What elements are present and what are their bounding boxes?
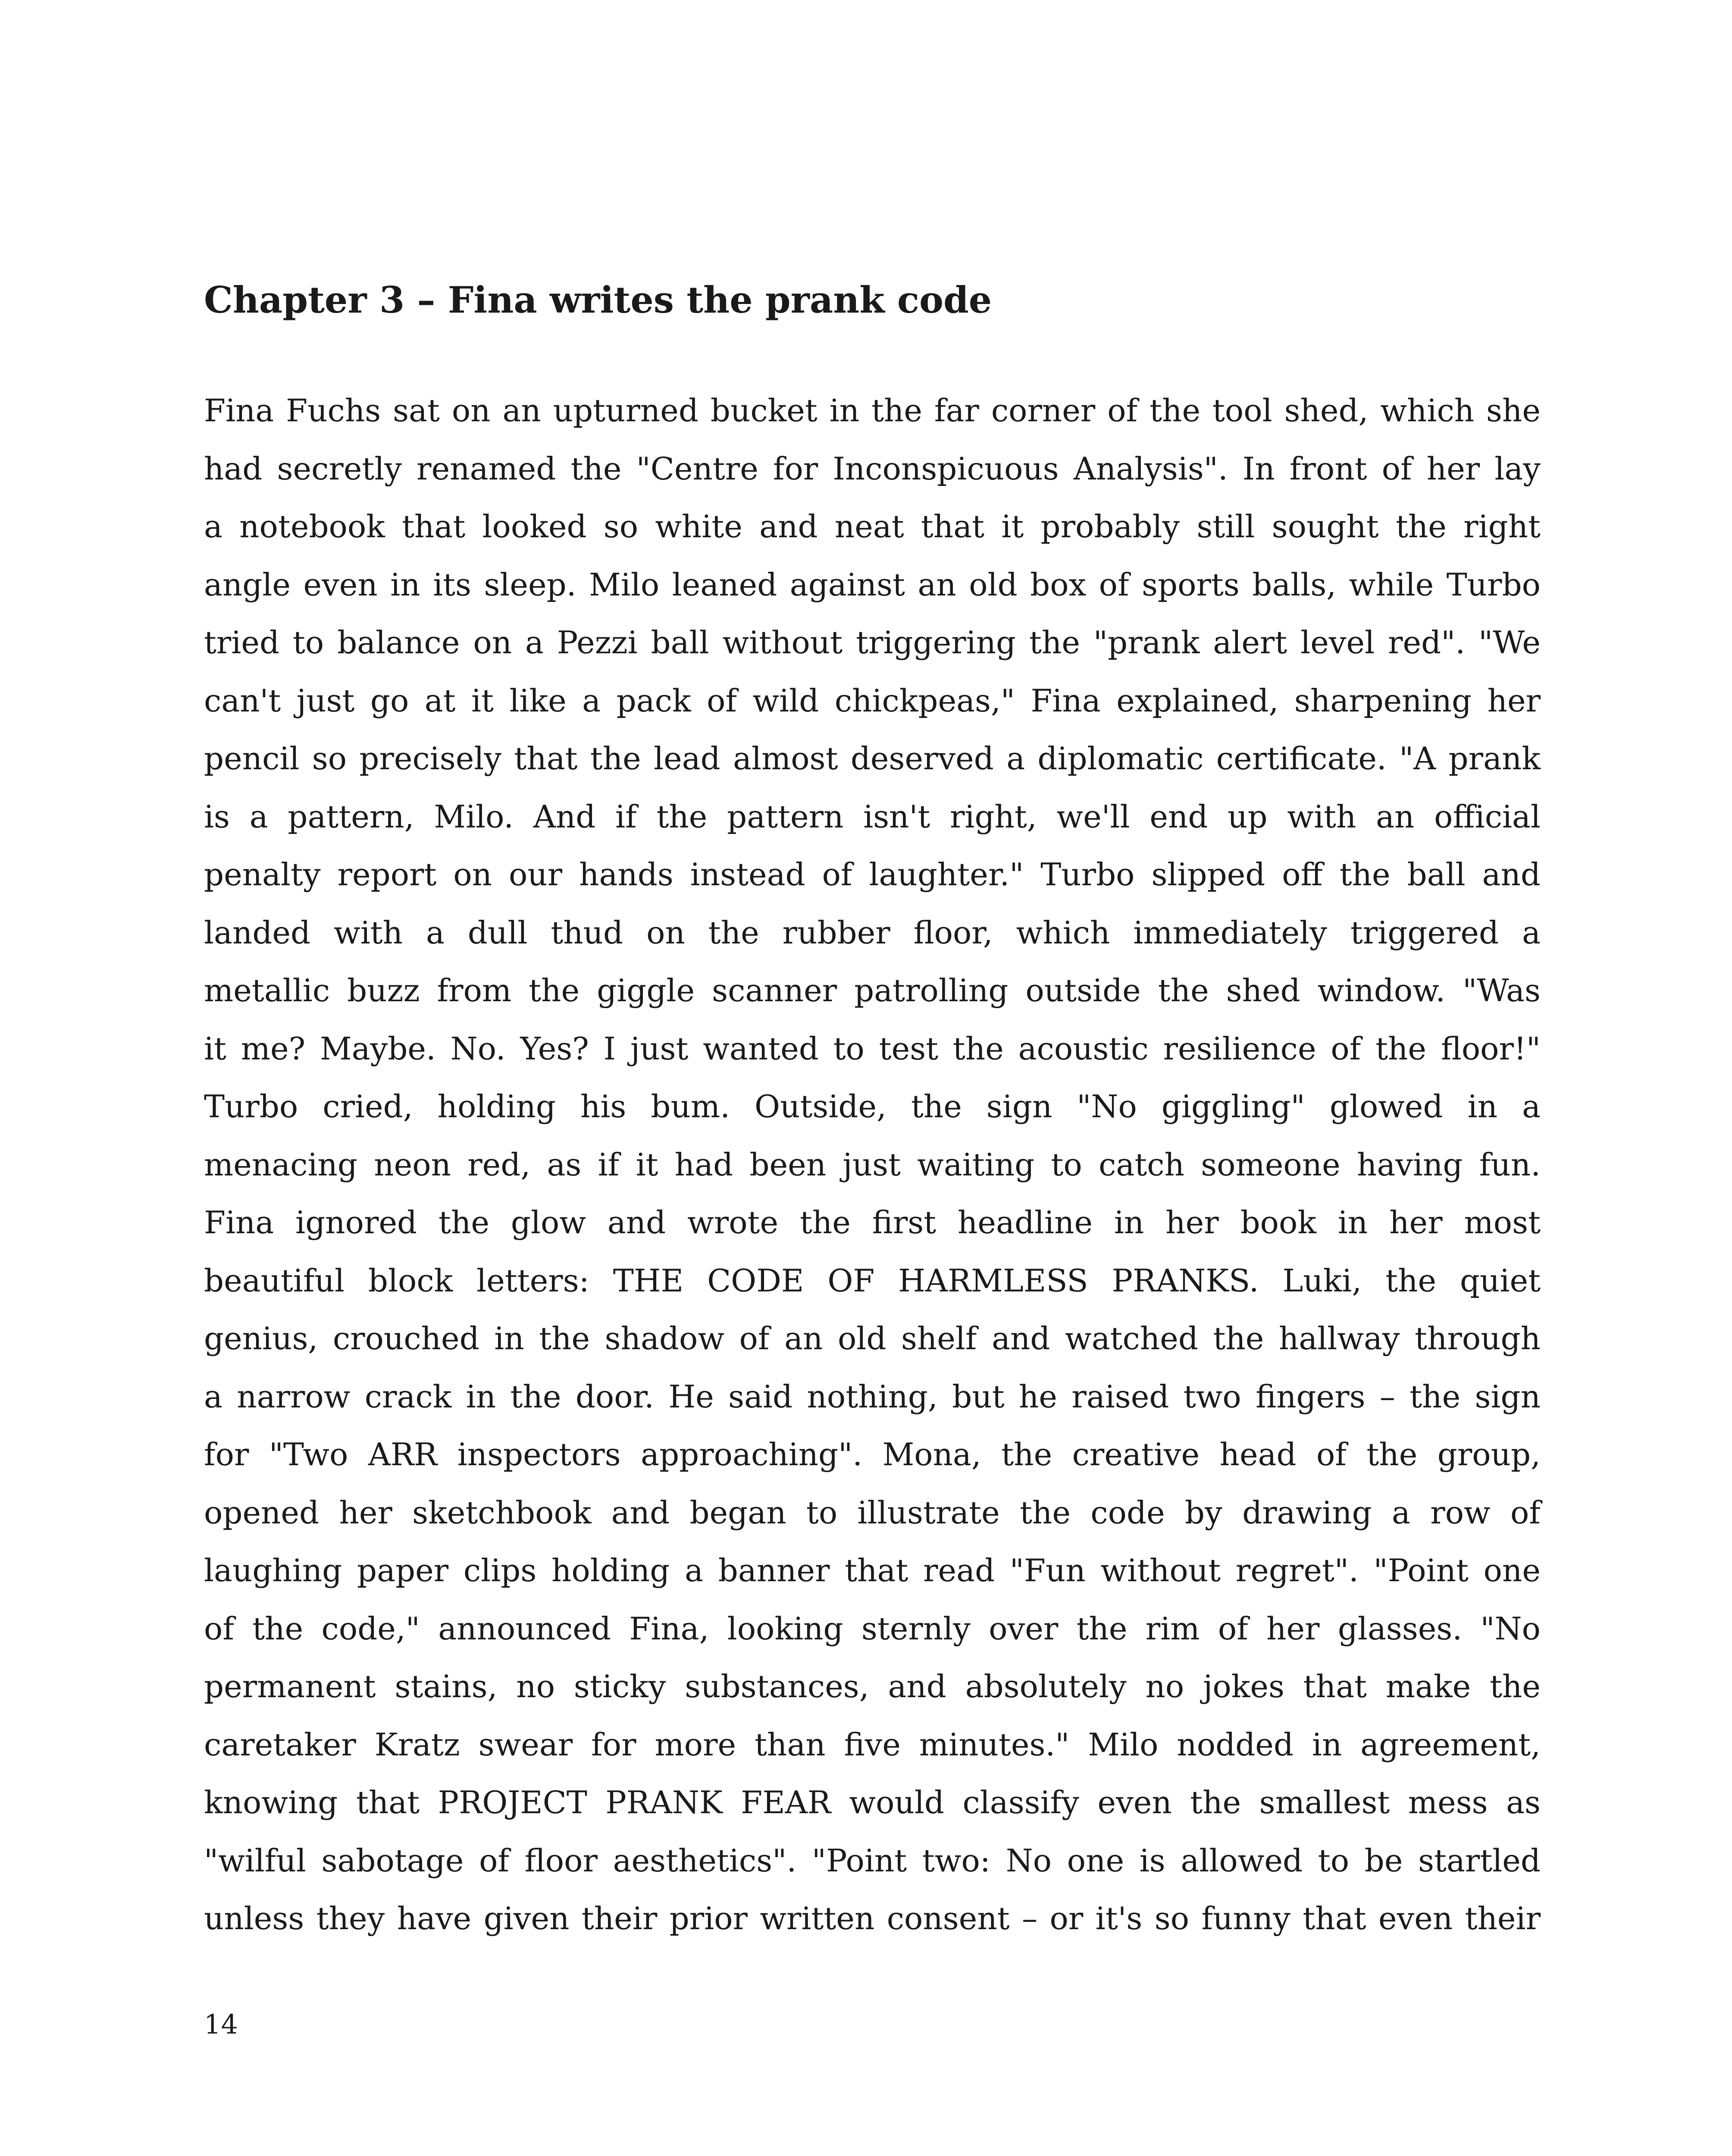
paragraph-line: pencil so precisely that the lead almost deserved a diplomatic certificate. "A prank [204,740,1541,777]
paragraph-line: Fina Fuchs sat on an upturned bucket in the far corner of the tool shed, which she [204,392,1541,429]
paragraph-line: metallic buzz from the giggle scanner patrolling outside the shed window. "Was [204,972,1541,1009]
paragraph-line: a narrow crack in the door. He said nothing, but he raised two fingers – the sign [204,1378,1541,1415]
paragraph-line: opened her sketchbook and began to illustrate the code by drawing a row of [204,1494,1541,1531]
paragraph-line: Turbo cried, holding his bum. Outside, the sign "No giggling" glowed in a [204,1088,1541,1125]
paragraph-line: landed with a dull thud on the rubber floor, which immediately triggered a [204,914,1541,951]
paragraph-line: knowing that PROJECT PRANK FEAR would classify even the smallest mess as [204,1784,1541,1821]
paragraph-line: had secretly renamed the "Centre for Inconspicuous Analysis". In front of her lay [204,450,1541,487]
paragraph-line: it me? Maybe. No. Yes? I just wanted to test the acoustic resilience of the floor!" [204,1030,1541,1067]
paragraph-line: of the code," announced Fina, looking sternly over the rim of her glasses. "No [204,1610,1541,1647]
paragraph-line: penalty report on our hands instead of laughter." Turbo slipped off the ball and [204,856,1541,893]
paragraph-line: a notebook that looked so white and neat that it probably still sought the right [204,508,1541,545]
paragraph-line: for "Two ARR inspectors approaching". Mona, the creative head of the group, [204,1436,1541,1473]
paragraph-line: genius, crouched in the shadow of an old shelf and watched the hallway through [204,1320,1541,1357]
paragraph-line: menacing neon red, as if it had been just waiting to catch someone having fun. [204,1146,1541,1183]
body-paragraph [204,382,1541,1948]
paragraph-line: caretaker Kratz swear for more than five minutes." Milo nodded in agreement, [204,1726,1541,1763]
page-number: 14 [204,2009,238,2040]
paragraph-line: unless they have given their prior written consent – or it's so funny that even their [204,1900,1541,1937]
paragraph-line: angle even in its sleep. Milo leaned against an old box of sports balls, while Turbo [204,566,1541,603]
paragraph-line: laughing paper clips holding a banner that read "Fun without regret". "Point one [204,1552,1541,1589]
paragraph-line: is a pattern, Milo. And if the pattern isn't right, we'll end up with an official [204,798,1541,835]
paragraph-line: tried to balance on a Pezzi ball without triggering the "prank alert level red". "We [204,624,1541,661]
paragraph-line: Fina ignored the glow and wrote the first headline in her book in her most [204,1204,1541,1241]
paragraph-line: permanent stains, no sticky substances, and absolutely no jokes that make the [204,1668,1541,1705]
chapter-title: Chapter 3 – Fina writes the prank code [204,279,992,321]
paragraph-line: beautiful block letters: THE CODE OF HARMLESS PRANKS. Luki, the quiet [204,1262,1541,1299]
paragraph-line: can't just go at it like a pack of wild chickpeas," Fina explained, sharpening her [204,682,1541,719]
paragraph-line: "wilful sabotage of floor aesthetics". "Point two: No one is allowed to be startled [204,1842,1541,1879]
